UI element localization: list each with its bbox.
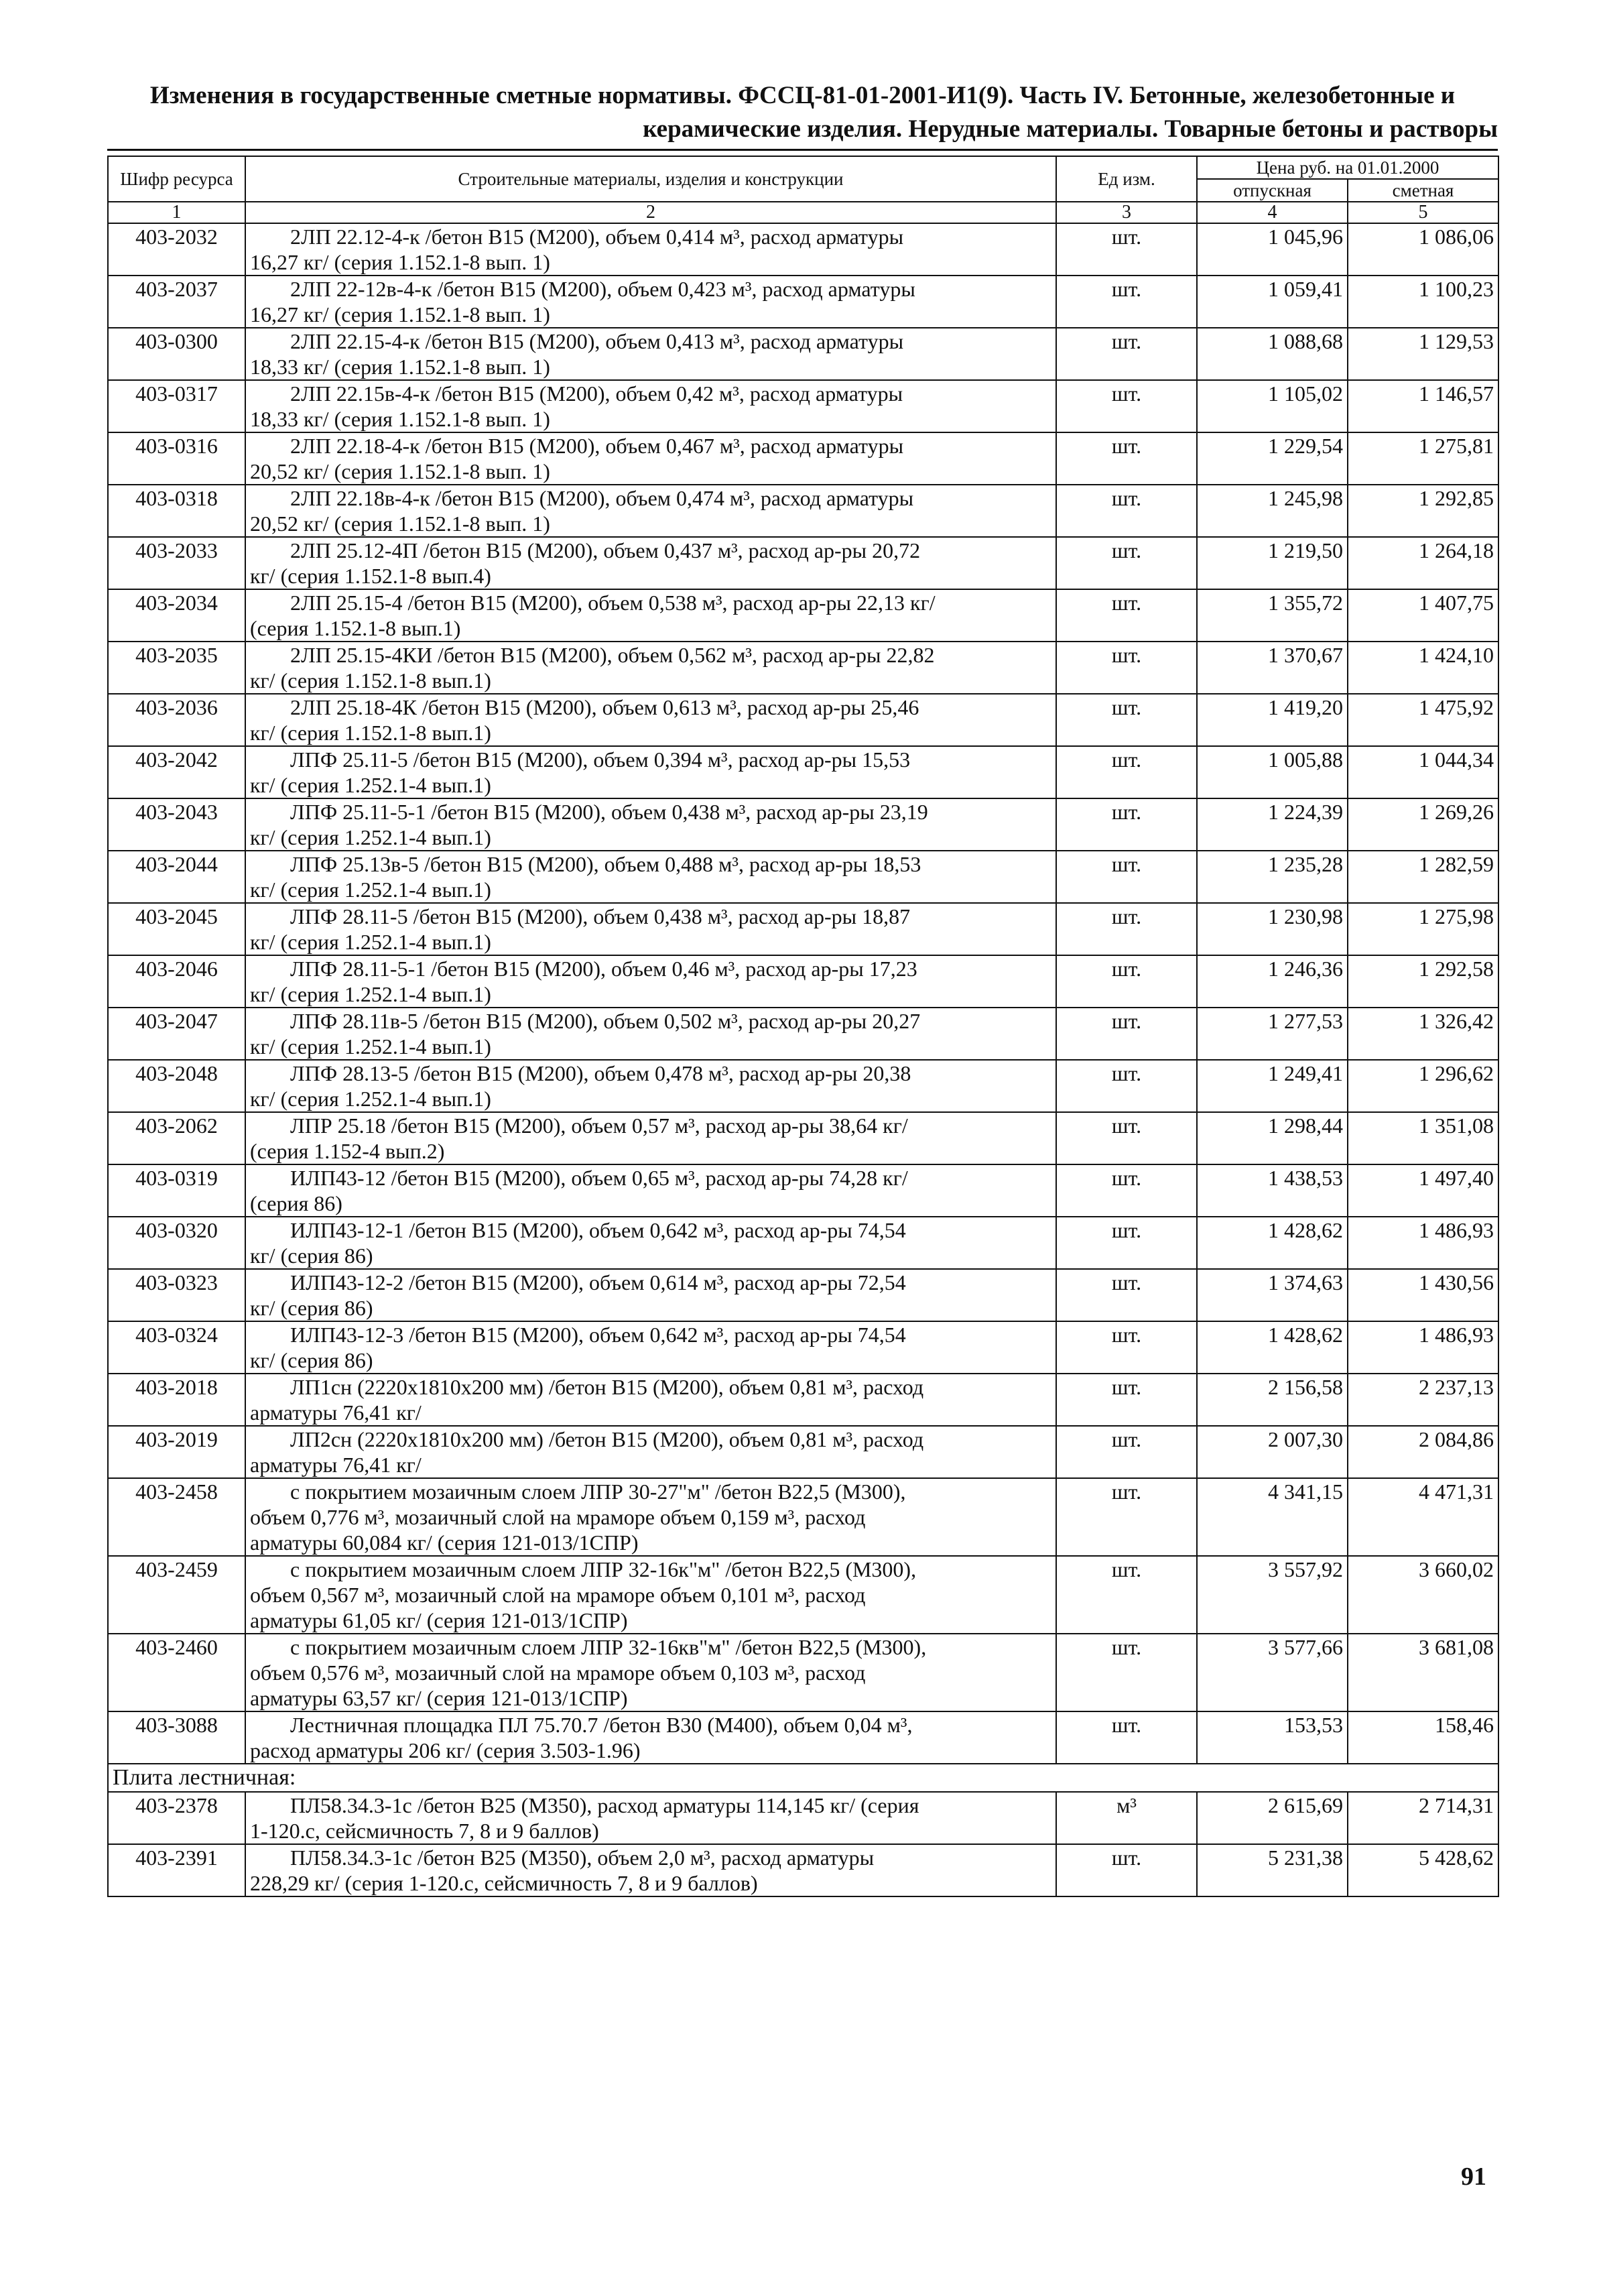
price-estimate: 4 471,31 bbox=[1348, 1478, 1498, 1556]
resource-code: 403-0324 bbox=[108, 1321, 245, 1374]
price-estimate: 1 497,40 bbox=[1348, 1164, 1498, 1217]
material-description bbox=[245, 1269, 1056, 1321]
resource-code: 403-2035 bbox=[108, 642, 245, 694]
unit: шт. bbox=[1056, 589, 1197, 642]
table-row bbox=[108, 1426, 1498, 1478]
unit: шт. bbox=[1056, 955, 1197, 1008]
resource-code: 403-2042 bbox=[108, 746, 245, 798]
resource-code: 403-2032 bbox=[108, 223, 245, 276]
description-line: с покрытием мозаичным слоем ЛПР 32-16к"м" /бетон В22,5 (М300), bbox=[290, 1557, 917, 1581]
header-name: Строительные материалы, изделия и конструкции bbox=[245, 156, 1056, 202]
table-row bbox=[108, 537, 1498, 589]
resource-code: 403-2459 bbox=[108, 1556, 245, 1634]
description-line: (серия 86) bbox=[250, 1191, 342, 1215]
unit: шт. bbox=[1056, 1556, 1197, 1634]
description-line: арматуры 63,57 кг/ (серия 121-013/1СПР) bbox=[250, 1686, 628, 1710]
table-row bbox=[108, 1844, 1498, 1896]
table-row bbox=[108, 851, 1498, 903]
material-description bbox=[245, 798, 1056, 851]
resource-code: 403-2460 bbox=[108, 1634, 245, 1711]
table-row bbox=[108, 694, 1498, 746]
table-body bbox=[108, 223, 1498, 1896]
price-release: 3 557,92 bbox=[1197, 1556, 1348, 1634]
table-row bbox=[108, 955, 1498, 1008]
price-release: 1 059,41 bbox=[1197, 276, 1348, 328]
table-row bbox=[108, 1112, 1498, 1164]
table-row bbox=[108, 642, 1498, 694]
description-line: ЛПФ 28.13-5 /бетон В15 (М200), объем 0,478 м³, расход ар-ры 20,38 bbox=[290, 1061, 911, 1085]
unit: шт. bbox=[1056, 642, 1197, 694]
material-description bbox=[245, 432, 1056, 485]
material-description bbox=[245, 1060, 1056, 1112]
header-price-release: отпускная bbox=[1197, 179, 1348, 202]
price-release: 1 229,54 bbox=[1197, 432, 1348, 485]
material-description bbox=[245, 1374, 1056, 1426]
resource-code: 403-2048 bbox=[108, 1060, 245, 1112]
price-estimate: 1 100,23 bbox=[1348, 276, 1498, 328]
description-line: объем 0,567 м³, мозаичный слой на мраморе объем 0,101 м³, расход bbox=[250, 1583, 866, 1607]
unit: шт. bbox=[1056, 276, 1197, 328]
unit: шт. bbox=[1056, 223, 1197, 276]
description-line: 2ЛП 25.15-4 /бетон В15 (М200), объем 0,538 м³, расход ар-ры 22,13 кг/ bbox=[290, 591, 936, 615]
price-release: 2 007,30 bbox=[1197, 1426, 1348, 1478]
price-release: 1 224,39 bbox=[1197, 798, 1348, 851]
description-line: кг/ (серия 1.252.1-4 вып.1) bbox=[250, 825, 491, 849]
price-release: 1 428,62 bbox=[1197, 1321, 1348, 1374]
price-release: 1 246,36 bbox=[1197, 955, 1348, 1008]
description-line: 2ЛП 22-12в-4-к /бетон В15 (М200), объем 0,423 м³, расход арматуры bbox=[290, 277, 915, 301]
description-line: кг/ (серия 86) bbox=[250, 1244, 373, 1268]
price-release: 1 005,88 bbox=[1197, 746, 1348, 798]
material-description bbox=[245, 694, 1056, 746]
header-unit: Ед изм. bbox=[1056, 156, 1197, 202]
description-line: кг/ (серия 86) bbox=[250, 1296, 373, 1320]
description-line: ИЛП43-12-3 /бетон В15 (М200), объем 0,642 м³, расход ар-ры 74,54 bbox=[290, 1323, 906, 1347]
resource-code: 403-2045 bbox=[108, 903, 245, 955]
price-estimate: 1 407,75 bbox=[1348, 589, 1498, 642]
description-line: ИЛП43-12-1 /бетон В15 (М200), объем 0,642 м³, расход ар-ры 74,54 bbox=[290, 1218, 906, 1242]
material-description bbox=[245, 1478, 1056, 1556]
material-description bbox=[245, 223, 1056, 276]
unit: шт. bbox=[1056, 746, 1197, 798]
description-line: с покрытием мозаичным слоем ЛПР 30-27"м" /бетон В22,5 (М300), bbox=[290, 1479, 906, 1504]
description-line: ЛПР 25.18 /бетон В15 (М200), объем 0,57 м³, расход ар-ры 38,64 кг/ bbox=[290, 1113, 908, 1138]
price-release: 1 298,44 bbox=[1197, 1112, 1348, 1164]
table-row bbox=[108, 276, 1498, 328]
description-line: арматуры 76,41 кг/ bbox=[250, 1400, 422, 1425]
description-line: кг/ (серия 1.252.1-4 вып.1) bbox=[250, 878, 491, 902]
resource-code: 403-2047 bbox=[108, 1008, 245, 1060]
table-row bbox=[108, 1008, 1498, 1060]
price-estimate: 1 146,57 bbox=[1348, 380, 1498, 432]
description-line: ЛПФ 25.11-5-1 /бетон В15 (М200), объем 0,438 м³, расход ар-ры 23,19 bbox=[290, 800, 928, 824]
material-description bbox=[245, 903, 1056, 955]
description-line: ЛП1сн (2220х1810х200 мм) /бетон В15 (М200), объем 0,81 м³, расход bbox=[290, 1375, 924, 1399]
price-table bbox=[107, 156, 1499, 1897]
header-price-estimate: сметная bbox=[1348, 179, 1498, 202]
material-description bbox=[245, 1634, 1056, 1711]
price-release: 3 577,66 bbox=[1197, 1634, 1348, 1711]
description-line: 2ЛП 25.15-4КИ /бетон В15 (М200), объем 0,562 м³, расход ар-ры 22,82 bbox=[290, 643, 935, 667]
description-line: кг/ (серия 1.252.1-4 вып.1) bbox=[250, 930, 491, 954]
description-line: арматуры 61,05 кг/ (серия 121-013/1СПР) bbox=[250, 1608, 628, 1632]
resource-code: 403-2043 bbox=[108, 798, 245, 851]
unit: шт. bbox=[1056, 380, 1197, 432]
description-line: 228,29 кг/ (серия 1-120.с, сейсмичность 7, 8 и 9 баллов) bbox=[250, 1871, 758, 1895]
unit: шт. bbox=[1056, 1374, 1197, 1426]
price-release: 5 231,38 bbox=[1197, 1844, 1348, 1896]
resource-code: 403-0300 bbox=[108, 328, 245, 380]
description-line: 2ЛП 25.18-4К /бетон В15 (М200), объем 0,613 м³, расход ар-ры 25,46 bbox=[290, 695, 919, 719]
unit: шт. bbox=[1056, 851, 1197, 903]
column-number: 2 bbox=[245, 202, 1056, 223]
description-line: объем 0,576 м³, мозаичный слой на мраморе объем 0,103 м³, расход bbox=[250, 1660, 866, 1685]
material-description bbox=[245, 955, 1056, 1008]
price-release: 1 219,50 bbox=[1197, 537, 1348, 589]
material-description bbox=[245, 1426, 1056, 1478]
price-estimate: 1 351,08 bbox=[1348, 1112, 1498, 1164]
table-row bbox=[108, 1711, 1498, 1764]
description-line: кг/ (серия 1.152.1-8 вып.4) bbox=[250, 564, 491, 588]
description-line: ЛПФ 28.11-5 /бетон В15 (М200), объем 0,438 м³, расход ар-ры 18,87 bbox=[290, 904, 911, 928]
resource-code: 403-0317 bbox=[108, 380, 245, 432]
unit: шт. bbox=[1056, 1269, 1197, 1321]
table-row bbox=[108, 328, 1498, 380]
price-release: 1 370,67 bbox=[1197, 642, 1348, 694]
material-description bbox=[245, 537, 1056, 589]
header-price-group: Цена руб. на 01.01.2000 bbox=[1197, 156, 1498, 179]
description-line: кг/ (серия 1.252.1-4 вып.1) bbox=[250, 1034, 491, 1059]
description-line: ЛПФ 28.11-5-1 /бетон В15 (М200), объем 0,46 м³, расход ар-ры 17,23 bbox=[290, 957, 917, 981]
unit: шт. bbox=[1056, 694, 1197, 746]
price-release: 1 374,63 bbox=[1197, 1269, 1348, 1321]
header-line-2: керамические изделия. Нерудные материалы. Товарные бетоны и растворы bbox=[643, 115, 1498, 143]
unit: шт. bbox=[1056, 432, 1197, 485]
price-release: 1 428,62 bbox=[1197, 1217, 1348, 1269]
unit: шт. bbox=[1056, 1426, 1197, 1478]
material-description bbox=[245, 642, 1056, 694]
column-number: 4 bbox=[1197, 202, 1348, 223]
price-estimate: 1 269,26 bbox=[1348, 798, 1498, 851]
resource-code: 403-2378 bbox=[108, 1792, 245, 1844]
unit: шт. bbox=[1056, 1321, 1197, 1374]
column-number: 5 bbox=[1348, 202, 1498, 223]
column-number: 1 bbox=[108, 202, 245, 223]
material-description bbox=[245, 1321, 1056, 1374]
unit: м³ bbox=[1056, 1792, 1197, 1844]
description-line: Лестничная площадка ПЛ 75.70.7 /бетон В30 (М400), объем 0,04 м³, bbox=[290, 1713, 913, 1737]
price-estimate: 1 044,34 bbox=[1348, 746, 1498, 798]
resource-code: 403-0320 bbox=[108, 1217, 245, 1269]
price-estimate: 1 129,53 bbox=[1348, 328, 1498, 380]
description-line: 18,33 кг/ (серия 1.152.1-8 вып. 1) bbox=[250, 355, 550, 379]
unit: шт. bbox=[1056, 1711, 1197, 1764]
resource-code: 403-2034 bbox=[108, 589, 245, 642]
material-description bbox=[245, 1711, 1056, 1764]
description-line: 2ЛП 25.12-4П /бетон В15 (М200), объем 0,437 м³, расход ар-ры 20,72 bbox=[290, 538, 921, 562]
price-release: 4 341,15 bbox=[1197, 1478, 1348, 1556]
description-line: объем 0,776 м³, мозаичный слой на мраморе объем 0,159 м³, расход bbox=[250, 1505, 866, 1529]
price-release: 1 355,72 bbox=[1197, 589, 1348, 642]
unit: шт. bbox=[1056, 798, 1197, 851]
price-estimate: 2 084,86 bbox=[1348, 1426, 1498, 1478]
description-line: ЛПФ 28.11в-5 /бетон В15 (М200), объем 0,502 м³, расход ар-ры 20,27 bbox=[290, 1009, 921, 1033]
price-release: 1 245,98 bbox=[1197, 485, 1348, 537]
price-release: 1 045,96 bbox=[1197, 223, 1348, 276]
material-description bbox=[245, 1164, 1056, 1217]
price-estimate: 1 275,98 bbox=[1348, 903, 1498, 955]
price-estimate: 1 424,10 bbox=[1348, 642, 1498, 694]
description-line: с покрытием мозаичным слоем ЛПР 32-16кв"м" /бетон В22,5 (М300), bbox=[290, 1635, 927, 1659]
unit: шт. bbox=[1056, 1164, 1197, 1217]
material-description bbox=[245, 746, 1056, 798]
table-row bbox=[108, 903, 1498, 955]
resource-code: 403-2062 bbox=[108, 1112, 245, 1164]
description-line: 2ЛП 22.15в-4-к /бетон В15 (М200), объем 0,42 м³, расход арматуры bbox=[290, 381, 903, 406]
description-line: 1-120.с, сейсмичность 7, 8 и 9 баллов) bbox=[250, 1819, 599, 1843]
price-estimate: 1 326,42 bbox=[1348, 1008, 1498, 1060]
resource-code: 403-0316 bbox=[108, 432, 245, 485]
unit: шт. bbox=[1056, 328, 1197, 380]
description-line: (серия 1.152.1-8 вып.1) bbox=[250, 616, 461, 640]
price-estimate: 1 475,92 bbox=[1348, 694, 1498, 746]
price-release: 2 615,69 bbox=[1197, 1792, 1348, 1844]
table-row bbox=[108, 1269, 1498, 1321]
unit: шт. bbox=[1056, 485, 1197, 537]
unit: шт. bbox=[1056, 1634, 1197, 1711]
material-description bbox=[245, 328, 1056, 380]
resource-code: 403-3088 bbox=[108, 1711, 245, 1764]
resource-code: 403-2018 bbox=[108, 1374, 245, 1426]
unit: шт. bbox=[1056, 1060, 1197, 1112]
column-numbers-row bbox=[108, 202, 1498, 223]
price-estimate: 1 275,81 bbox=[1348, 432, 1498, 485]
unit: шт. bbox=[1056, 1217, 1197, 1269]
material-description bbox=[245, 851, 1056, 903]
table-row bbox=[108, 1321, 1498, 1374]
price-release: 1 088,68 bbox=[1197, 328, 1348, 380]
description-line: кг/ (серия 1.252.1-4 вып.1) bbox=[250, 1087, 491, 1111]
page-number: 91 bbox=[1461, 2163, 1486, 2191]
table-row bbox=[108, 589, 1498, 642]
material-description bbox=[245, 485, 1056, 537]
description-line: ЛПФ 25.13в-5 /бетон В15 (М200), объем 0,488 м³, расход ар-ры 18,53 bbox=[290, 852, 921, 876]
material-description bbox=[245, 1792, 1056, 1844]
table-row bbox=[108, 1060, 1498, 1112]
price-estimate: 2 714,31 bbox=[1348, 1792, 1498, 1844]
table-row bbox=[108, 1164, 1498, 1217]
resource-code: 403-2044 bbox=[108, 851, 245, 903]
price-release: 1 438,53 bbox=[1197, 1164, 1348, 1217]
page-header bbox=[107, 79, 1498, 151]
table-row bbox=[108, 432, 1498, 485]
table-row bbox=[108, 1217, 1498, 1269]
unit: шт. bbox=[1056, 1008, 1197, 1060]
price-estimate: 2 237,13 bbox=[1348, 1374, 1498, 1426]
price-release: 1 249,41 bbox=[1197, 1060, 1348, 1112]
section-title: Плита лестничная: bbox=[108, 1764, 1498, 1792]
price-estimate: 1 282,59 bbox=[1348, 851, 1498, 903]
price-estimate: 5 428,62 bbox=[1348, 1844, 1498, 1896]
resource-code: 403-2037 bbox=[108, 276, 245, 328]
resource-code: 403-2019 bbox=[108, 1426, 245, 1478]
resource-code: 403-2391 bbox=[108, 1844, 245, 1896]
resource-code: 403-0318 bbox=[108, 485, 245, 537]
description-line: 20,52 кг/ (серия 1.152.1-8 вып. 1) bbox=[250, 511, 550, 536]
price-estimate: 3 681,08 bbox=[1348, 1634, 1498, 1711]
description-line: расход арматуры 206 кг/ (серия 3.503-1.96) bbox=[250, 1738, 641, 1762]
description-line: ПЛ58.34.3-1с /бетон В25 (М350), объем 2,0 м³, расход арматуры bbox=[290, 1846, 875, 1870]
description-line: кг/ (серия 86) bbox=[250, 1348, 373, 1372]
description-line: ИЛП43-12-2 /бетон В15 (М200), объем 0,614 м³, расход ар-ры 72,54 bbox=[290, 1270, 906, 1294]
description-line: кг/ (серия 1.152.1-8 вып.1) bbox=[250, 668, 491, 692]
resource-code: 403-2036 bbox=[108, 694, 245, 746]
description-line: ПЛ58.34.3-1с /бетон В25 (М350), расход арматуры 114,145 кг/ (серия bbox=[290, 1793, 919, 1817]
table-row bbox=[108, 1374, 1498, 1426]
unit: шт. bbox=[1056, 903, 1197, 955]
description-line: (серия 1.152-4 вып.2) bbox=[250, 1139, 445, 1163]
price-release: 1 235,28 bbox=[1197, 851, 1348, 903]
table-row bbox=[108, 746, 1498, 798]
price-estimate: 1 296,62 bbox=[1348, 1060, 1498, 1112]
description-line: 20,52 кг/ (серия 1.152.1-8 вып. 1) bbox=[250, 459, 550, 483]
description-line: 2ЛП 22.18-4-к /бетон В15 (М200), объем 0,467 м³, расход арматуры bbox=[290, 434, 904, 458]
price-release: 1 277,53 bbox=[1197, 1008, 1348, 1060]
material-description bbox=[245, 1556, 1056, 1634]
description-line: арматуры 60,084 кг/ (серия 121-013/1СПР) bbox=[250, 1530, 639, 1555]
table-row bbox=[108, 1792, 1498, 1844]
table-row bbox=[108, 485, 1498, 537]
resource-code: 403-0323 bbox=[108, 1269, 245, 1321]
description-line: ЛП2сн (2220х1810х200 мм) /бетон В15 (М200), объем 0,81 м³, расход bbox=[290, 1427, 924, 1451]
resource-code: 403-2458 bbox=[108, 1478, 245, 1556]
description-line: арматуры 76,41 кг/ bbox=[250, 1453, 422, 1477]
price-estimate: 158,46 bbox=[1348, 1711, 1498, 1764]
resource-code: 403-2033 bbox=[108, 537, 245, 589]
description-line: 16,27 кг/ (серия 1.152.1-8 вып. 1) bbox=[250, 302, 550, 326]
description-line: 18,33 кг/ (серия 1.152.1-8 вып. 1) bbox=[250, 407, 550, 431]
header-code: Шифр ресурса bbox=[108, 156, 245, 202]
header-line-1: Изменения в государственные сметные нормативы. ФССЦ-81-01-2001-И1(9). Часть IV. Бетонные, железобетонные и bbox=[149, 82, 1456, 109]
table-row bbox=[108, 1556, 1498, 1634]
resource-code: 403-0319 bbox=[108, 1164, 245, 1217]
unit: шт. bbox=[1056, 1112, 1197, 1164]
price-release: 1 230,98 bbox=[1197, 903, 1348, 955]
table-row bbox=[108, 223, 1498, 276]
price-estimate: 1 264,18 bbox=[1348, 537, 1498, 589]
unit: шт. bbox=[1056, 537, 1197, 589]
table-row bbox=[108, 1634, 1498, 1711]
table-row bbox=[108, 380, 1498, 432]
description-line: кг/ (серия 1.152.1-8 вып.1) bbox=[250, 721, 491, 745]
price-estimate: 3 660,02 bbox=[1348, 1556, 1498, 1634]
price-release: 153,53 bbox=[1197, 1711, 1348, 1764]
price-estimate: 1 292,85 bbox=[1348, 485, 1498, 537]
unit: шт. bbox=[1056, 1844, 1197, 1896]
material-description bbox=[245, 276, 1056, 328]
price-estimate: 1 430,56 bbox=[1348, 1269, 1498, 1321]
section-row bbox=[108, 1764, 1498, 1792]
description-line: 2ЛП 22.18в-4-к /бетон В15 (М200), объем 0,474 м³, расход арматуры bbox=[290, 486, 914, 510]
material-description bbox=[245, 1112, 1056, 1164]
price-release: 1 419,20 bbox=[1197, 694, 1348, 746]
material-description bbox=[245, 380, 1056, 432]
price-release: 2 156,58 bbox=[1197, 1374, 1348, 1426]
price-estimate: 1 292,58 bbox=[1348, 955, 1498, 1008]
table-row bbox=[108, 798, 1498, 851]
material-description bbox=[245, 1217, 1056, 1269]
description-line: ИЛП43-12 /бетон В15 (М200), объем 0,65 м³, расход ар-ры 74,28 кг/ bbox=[290, 1166, 908, 1190]
price-release: 1 105,02 bbox=[1197, 380, 1348, 432]
description-line: 2ЛП 22.15-4-к /бетон В15 (М200), объем 0,413 м³, расход арматуры bbox=[290, 329, 904, 353]
resource-code: 403-2046 bbox=[108, 955, 245, 1008]
material-description bbox=[245, 589, 1056, 642]
price-estimate: 1 486,93 bbox=[1348, 1217, 1498, 1269]
description-line: кг/ (серия 1.252.1-4 вып.1) bbox=[250, 982, 491, 1006]
description-line: ЛПФ 25.11-5 /бетон В15 (М200), объем 0,394 м³, расход ар-ры 15,53 bbox=[290, 747, 911, 772]
material-description bbox=[245, 1008, 1056, 1060]
description-line: 2ЛП 22.12-4-к /бетон В15 (М200), объем 0,414 м³, расход арматуры bbox=[290, 225, 904, 249]
unit: шт. bbox=[1056, 1478, 1197, 1556]
description-line: кг/ (серия 1.252.1-4 вып.1) bbox=[250, 773, 491, 797]
material-description bbox=[245, 1844, 1056, 1896]
column-number: 3 bbox=[1056, 202, 1197, 223]
description-line: 16,27 кг/ (серия 1.152.1-8 вып. 1) bbox=[250, 250, 550, 274]
price-estimate: 1 486,93 bbox=[1348, 1321, 1498, 1374]
price-estimate: 1 086,06 bbox=[1348, 223, 1498, 276]
table-row bbox=[108, 1478, 1498, 1556]
